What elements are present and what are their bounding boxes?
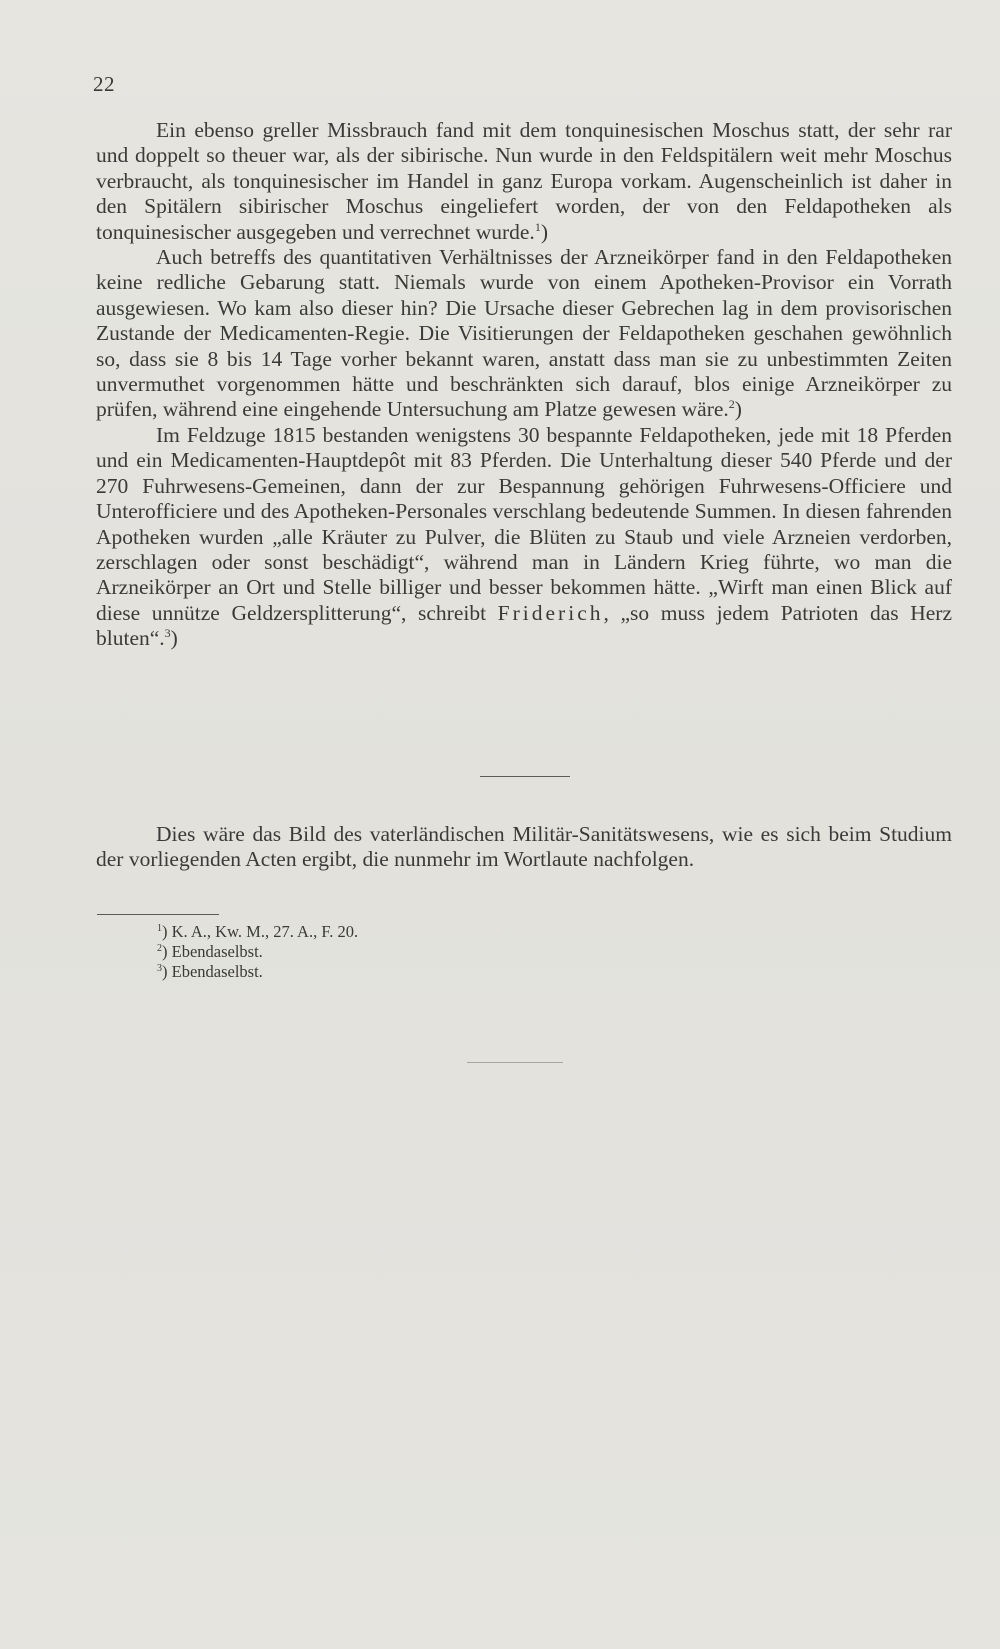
footnote-ref-3: 3: [164, 626, 171, 641]
footnote-text: ) K. A., Kw. M., 27. A., F. 20.: [162, 922, 359, 941]
footnote-separator: [97, 914, 219, 915]
closing-text: [96, 822, 952, 873]
footnote-mark: 2: [157, 943, 162, 954]
footnote-ref-paren: ): [540, 219, 548, 244]
footnote-ref-2: 2: [728, 397, 735, 412]
footnote-2: [157, 942, 358, 962]
paragraph-3-text: Im Feldzuge 1815 bestanden wenigstens 30 bespannte Feldapotheken, jede mit 18 Pferden und ein Medicamenten-Hauptdepôt mit 83 Pferden. Die Unterhaltung dieser 540 Pferde und der 270 Fuhrwesens-Gemeinen, dann der zur Bespannung gehörigen Fuhrwesens-Officiere und Unterofficiere und des Apotheken-Personales verschlang bedeutende Summen. In diesen fahrenden Apotheken wurden „alle Kräuter zu Pulver, die Blüten zu Staub und viele Arzneien verdorben, zerschlagen oder sonst beschädigt“, während man in Ländern Krieg führte, wo man die Arzneikörper an Ort und Stelle billiger und besser bekommen hätte. „Wirft man einen Blick auf diese unnütze Geldzersplitterung“, schreibt: [96, 422, 952, 625]
paragraph-3-tail: , „so muss jedem Patrioten das Herz bluten“.: [96, 600, 952, 651]
footnote-text: ) Ebendaselbst.: [162, 962, 263, 981]
paragraph-1-text: Ein ebenso greller Missbrauch fand mit dem tonquinesischen Moschus statt, der sehr rar und doppelt so theuer war, als der sibirische. Nun wurde in den Feldspitälern weit mehr Moschus verbraucht, als tonquinesischer im Handel in ganz Europa vorkam. Augenscheinlich ist daher in den Spitälern sibirischer Moschus eingeliefert worden, der von den Feldapotheken als tonquinesischer ausgegeben und verrechnet wurde.: [96, 118, 952, 244]
footnote-ref-paren: ): [170, 626, 178, 651]
section-divider: [480, 776, 570, 777]
footnote-ref-paren: ): [734, 397, 742, 422]
footnote-mark: 3: [157, 963, 162, 974]
main-body-text: [96, 118, 952, 652]
bleed-through-rule: [467, 1062, 563, 1063]
footnote-mark: 1: [157, 923, 162, 934]
page-number: 22: [93, 72, 115, 96]
paragraph-1: [96, 118, 952, 245]
footnote-1: [157, 922, 358, 942]
paragraph-2: [96, 245, 952, 423]
footnote-text: ) Ebendaselbst.: [162, 942, 263, 961]
footnote-3: [157, 962, 358, 982]
author-name-spaced: Friderich: [497, 600, 604, 625]
paragraph-2-text: Auch betreffs des quantitativen Verhältnisses der Arzneikörper fand in den Feldapotheken keine redliche Gebarung statt. Niemals wurde von einem Apotheken-Provisor ein Vorrath ausgewiesen. Wo kam also dieser hin? Die Ursache dieser Gebrechen lag in dem provisorischen Zustande der Medicamenten-Regie. Die Visitierungen der Feldapotheken geschahen gewöhnlich so, dass sie 8 bis 14 Tage vorher bekannt waren, anstatt dass man sie zu unbestimmten Zeiten unvermuthet vorgenommen hätte und beschränkten sich darauf, blos einige Arzneikörper zu prüfen, während eine eingehende Untersuchung am Platze gewesen wäre.: [96, 245, 952, 422]
footnotes: [157, 922, 358, 982]
paragraph-3: [96, 423, 952, 652]
closing-paragraph: Dies wäre das Bild des vaterländischen Militär-Sanitätswesens, wie es sich beim Studium der vorliegenden Acten ergibt, die nunmehr im Wortlaute nachfolgen.: [96, 822, 952, 872]
footnote-ref-1: 1: [534, 219, 541, 234]
